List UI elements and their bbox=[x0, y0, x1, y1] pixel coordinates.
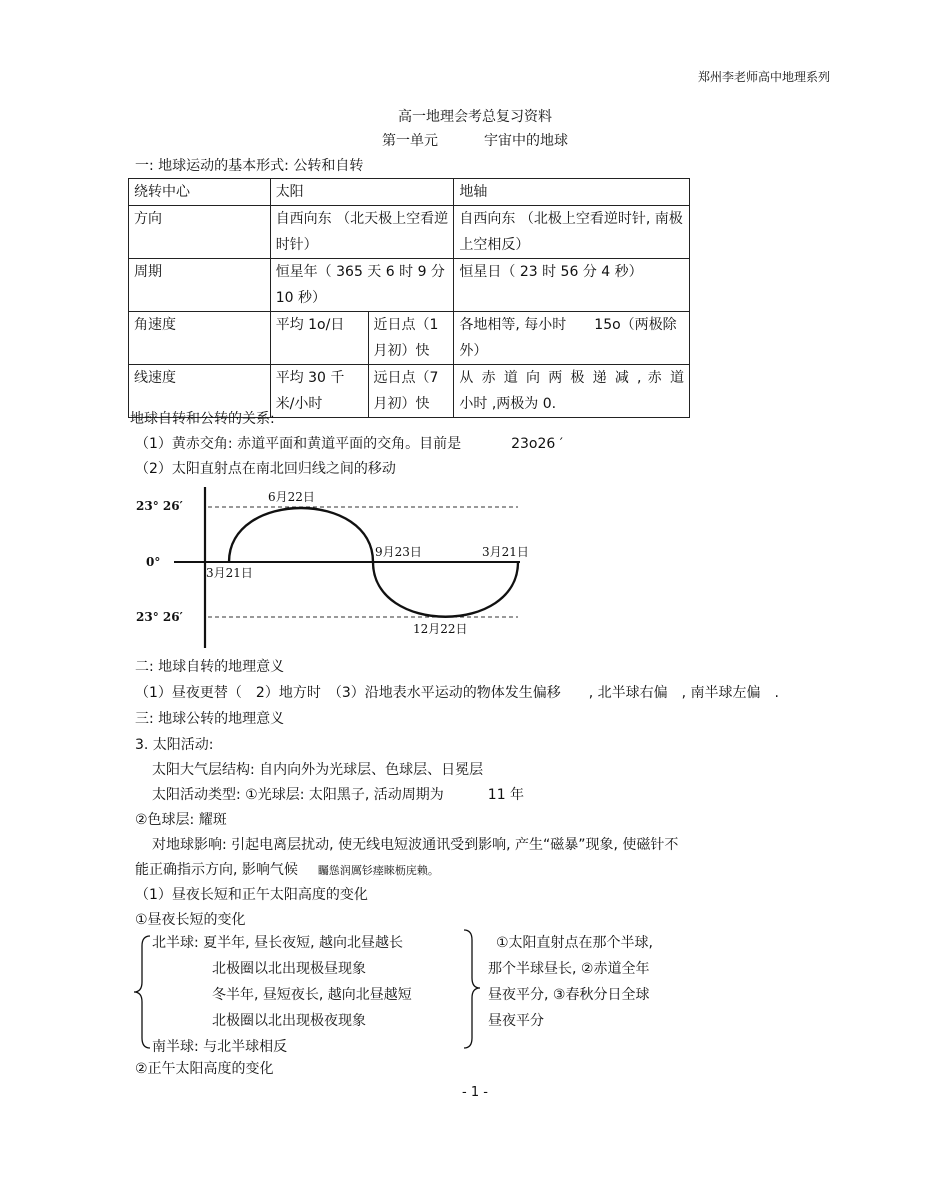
unit-name: 宇宙中的地球 bbox=[484, 133, 568, 149]
sub-heading-1a: ①昼夜长短的变化 bbox=[135, 912, 246, 928]
solar-types: 太阳活动类型: ①光球层: 太阳黑子, 活动周期为 11 年 bbox=[152, 787, 525, 803]
northern-hemisphere-1: 北半球: 夏半年, 昼长夜短, 越向北昼越长 bbox=[152, 935, 403, 951]
header-series: 郑州李老师高中地理系列 bbox=[697, 70, 830, 84]
date-label-dec-22: 12月22日 bbox=[413, 622, 468, 636]
table-header: 绕转中心 bbox=[129, 179, 271, 206]
table-cell: 自西向东 （北天极上空看逆时针） bbox=[270, 206, 454, 259]
table-cell: 各地相等, 每小时 15o（两极除外） bbox=[454, 312, 690, 365]
table-cell: 平均 30 千米/小时 bbox=[270, 365, 368, 418]
table-cell: 角速度 bbox=[129, 312, 271, 365]
summary-2: 那个半球昼长, ②赤道全年 bbox=[488, 961, 650, 977]
northern-hemisphere-2: 北极圈以北出现极昼现象 bbox=[212, 961, 366, 977]
date-label-mar-21-end: 3月21日 bbox=[482, 545, 529, 559]
relation-heading: 地球自转和公转的关系: bbox=[130, 411, 275, 427]
northern-hemisphere-3: 冬半年, 昼短夜长, 越向北昼越短 bbox=[212, 987, 412, 1003]
summary-4: 昼夜平分 bbox=[488, 1013, 544, 1029]
table-row bbox=[129, 259, 690, 312]
page-number: - 1 - bbox=[462, 1085, 488, 1100]
table-cell: 恒星年（ 365 天 6 时 9 分 10 秒） bbox=[270, 259, 454, 312]
chromosphere-line: ②色球层: 耀斑 bbox=[135, 812, 227, 828]
summary-1: ①太阳直射点在那个半球, bbox=[496, 935, 654, 951]
table-header: 地轴 bbox=[454, 179, 690, 206]
section2-items: （1）昼夜更替（ 2）地方时 （3）沿地表水平运动的物体发生偏移 , 北半球右偏 , 南半球左偏 . bbox=[135, 685, 779, 701]
northern-hemisphere-4: 北极圈以北出现极夜现象 bbox=[212, 1013, 366, 1029]
cycle-value: 11 年 bbox=[487, 787, 525, 803]
date-label-jun-22: 6月22日 bbox=[268, 490, 315, 504]
subsolar-point-diagram bbox=[128, 485, 558, 655]
right-brace-icon bbox=[462, 926, 484, 1052]
unit-title bbox=[0, 130, 950, 150]
table-cell: 方向 bbox=[129, 206, 271, 259]
table-cell: 恒星日（ 23 时 56 分 4 秒） bbox=[454, 259, 690, 312]
garbled-text: 矚慫润厲钐瘗睞枥庑赖。 bbox=[317, 864, 439, 877]
effect-line-1: 对地球影响: 引起电离层扰动, 使无线电短波通讯受到影响, 产生“磁暴”现象, 使磁针不 bbox=[152, 837, 679, 853]
table-header: 太阳 bbox=[270, 179, 454, 206]
table-cell: 线速度 bbox=[129, 365, 271, 418]
date-label-mar-21-start: 3月21日 bbox=[206, 566, 253, 580]
table-cell: 近日点（1月初）快 bbox=[368, 312, 454, 365]
revolution-rotation-table bbox=[128, 178, 740, 418]
date-label-sep-23: 9月23日 bbox=[375, 545, 422, 559]
south-tropic-label: 23° 26′ bbox=[136, 610, 183, 624]
table-cell: 平均 1o/日 bbox=[270, 312, 368, 365]
table-cell: 从 赤 道 向 两 极 递 减 , 赤 道 小时 ,两极为 0. bbox=[454, 365, 690, 418]
southern-hemisphere: 南半球: 与北半球相反 bbox=[152, 1039, 288, 1055]
section1-heading: 一: 地球运动的基本形式: 公转和自转 bbox=[135, 158, 364, 174]
section2-heading: 二: 地球自转的地理意义 bbox=[135, 659, 285, 675]
left-brace-icon bbox=[130, 932, 152, 1052]
table-cell: 周期 bbox=[129, 259, 271, 312]
section3-heading: 三: 地球公转的地理意义 bbox=[135, 711, 285, 727]
table-row bbox=[129, 206, 690, 259]
solar-structure: 太阳大气层结构: 自内向外为光球层、色球层、日冕层 bbox=[152, 762, 484, 778]
page-title: 高一地理会考总复习资料 bbox=[398, 109, 552, 125]
summary-3: 昼夜平分, ③春秋分日全球 bbox=[488, 987, 650, 1003]
relation-item-1: （1）黄赤交角: 赤道平面和黄道平面的交角。目前是 23o26 ′ bbox=[135, 436, 563, 452]
table-cell: 远日点（7月初）快 bbox=[368, 365, 454, 418]
obliquity-value: 23o26 ′ bbox=[511, 436, 563, 452]
sub-heading-1: （1）昼夜长短和正午太阳高度的变化 bbox=[135, 887, 368, 903]
relation-item-2: （2）太阳直射点在南北回归线之间的移动 bbox=[135, 461, 396, 477]
north-tropic-label: 23° 26′ bbox=[136, 499, 183, 513]
table-row bbox=[129, 179, 690, 206]
solar-activity-heading: 3. 太阳活动: bbox=[135, 737, 214, 753]
table-cell: 自西向东 （北极上空看逆时针, 南极上空相反） bbox=[454, 206, 690, 259]
sub-heading-1b: ②正午太阳高度的变化 bbox=[135, 1061, 274, 1077]
unit-number: 第一单元 bbox=[382, 133, 438, 149]
table-row bbox=[129, 312, 690, 365]
effect-line-2: 能正确指示方向, 影响气候 矚慫润厲钐瘗睞枥庑赖。 bbox=[135, 862, 439, 878]
equator-label: 0° bbox=[146, 555, 161, 569]
